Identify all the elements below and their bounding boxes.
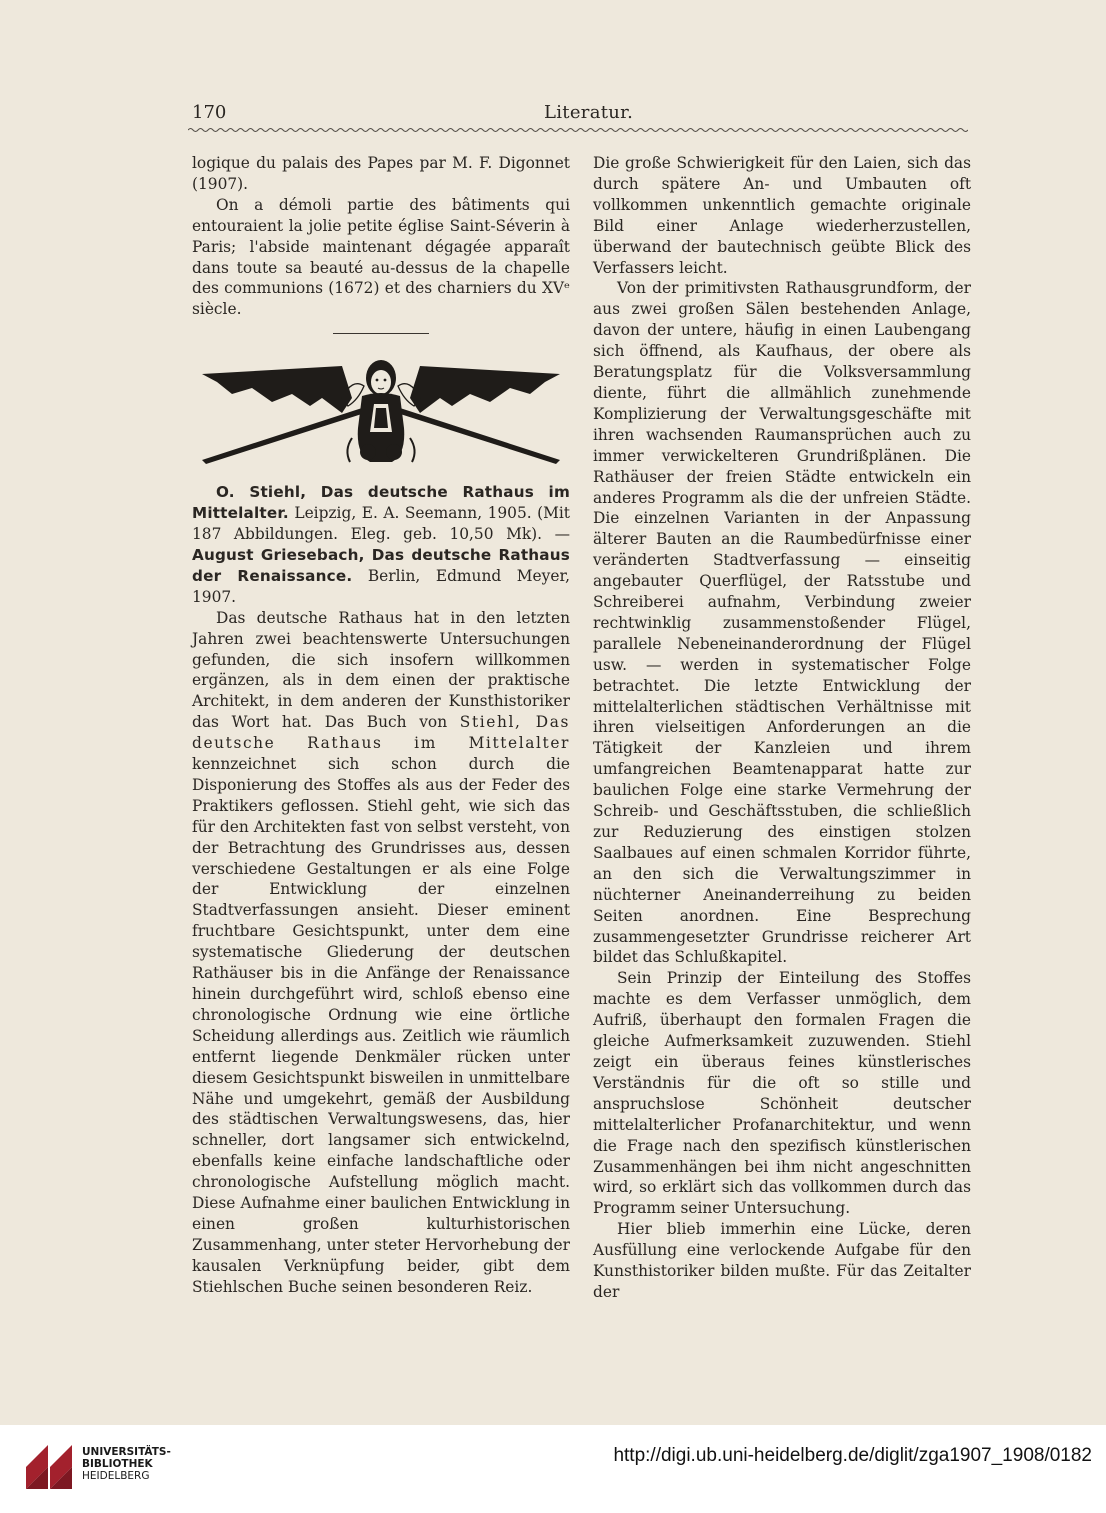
paragraph: Sein Prinzip der Einteilung des Stoffes machte es dem Verfasser unmöglich, dem Aufriß, überhaupt den formalen Fragen die gleiche Aufmerksamkeit zuzuwenden. Stiehl zeigt ein überaus feines künstlerisches Verständnis für die oft so stille und anspruchslose Schönheit deutscher mittelalterlicher Profanarchitektur, und wenn die Frage nach den spezifisch künstlerischen Zusammenhängen bei ihm nicht angeschnitten wird, so erklärt sich das vollkommen durch das Programm seiner Untersuchung. [593, 969, 971, 1218]
page-header [192, 98, 972, 128]
paragraph: Die große Schwierigkeit für den Laien, sich das durch spätere An- und Umbauten oft vollkommen unkenntlich gemachte originale Bild einer Anlage wiederherzustellen, überwand der bautechnisch geübte Blick des Verfassers leicht. [593, 154, 971, 277]
running-head: Literatur. [544, 102, 634, 123]
wavy-rule-divider [188, 126, 968, 134]
review-title-2: August Griesebach, Das deutsche Rathaus der Renaissance. [192, 545, 570, 585]
paragraph: Hier blieb immerhin eine Lücke, deren Ausfüllung eine verlockende Aufgabe für den Kunsthistoriker bilden mußte. Für das Zeitalter der [593, 1220, 971, 1301]
review-title-1: O. Stiehl, Das deutsche Rathaus im Mittelalter. [192, 483, 570, 523]
page-number: 170 [192, 102, 227, 123]
source-url-link[interactable]: http://digi.ub.uni-heidelberg.de/diglit/zga1907_1908/0182 [613, 1445, 1092, 1466]
paragraph: logique du palais des Papes par M. F. Digonnet (1907). [192, 154, 570, 193]
review-ref-1: Leipzig, E. A. Seemann, 1905. (Mit 187 Abbildungen. Eleg. geb. 10,50 Mk). — [192, 504, 570, 544]
paragraph: On a démoli partie des bâtiments qui entouraient la jolie petite église Saint-Séverin à Paris; l'abside maintenant dégagée apparaît dans toute sa beauté au-dessus de la chapelle des communions (1672) et des charniers du XVᵉ siècle. [192, 195, 570, 319]
right-column [593, 153, 971, 1303]
library-name: UNIVERSITÄTS- BIBLIOTHEK HEIDELBERG [82, 1446, 171, 1482]
footer-bar [0, 1425, 1106, 1513]
spaced-book-title: Stiehl, Das deutsche Rathaus im Mittelalter [192, 713, 570, 753]
section-divider [333, 333, 429, 334]
left-column [192, 153, 570, 1298]
paragraph: Von der primitivsten Rathausgrundform, der aus zwei großen Sälen bestehenden Anlage, davon der untere, häufig in einen Laubengang sich öffnend, als Kaufhaus, der obere als Beratungsplatz für die Volksversammlung diente, führt die allmählich zunehmende Komplizierung der Verwaltungsgeschäfte mit ihren wachsenden Raumansprüchen auch zu immer verwickelteren Grundrißplänen. Die Rathäuser der freien Städte entwickeln ein anderes Programm als die der unfreien Städte. Die einzelnen Varianten in der Anpassung älterer Bauten an die Raumbedürfnisse einer veränderten Stadtverfassung — einseitig angebauter Querflügel, der Ratsstube und Schreiberei aufnahm, Verbindung zweier rechtwinklig zusammenstoßender Flügel, parallele Nebeneinanderordnung der Flügel usw. — werden in systematischer Folge betrachtet. Die letzte Entwicklung der mittelalterlichen städtischen Verhältnisse mit ihren vielseitigen Anforderungen an die Tätigkeit der Kanzleien und ihrem umfangreichen Beamtenapparat hatte zur baulichen Folge eine starke Vermehrung der Schreib- und Geschäftsstuben, die schließlich zur Reduzierung des einstigen stolzen Saalbaues auf einen schmalen Korridor führte, an den sich die Verwaltungszimmer in nüchterner Aneinanderreihung zu beiden Seiten anordnen. Eine Besprechung zusammengesetzter Grundrisse reicherer Art bildet das Schlußkapitel. [593, 279, 971, 967]
winged-figure-ornament-icon [192, 358, 570, 468]
paragraph: Das deutsche Rathaus hat in den letzten Jahren zwei beachtenswerte Untersuchungen gefunden, die sich insofern willkommen ergänzen, als in dem einen der praktische Architekt, in dem anderen der Kunsthistoriker das Wort hat. Das Buch von Stiehl, Das deutsche Rathaus im Mittelalter kennzeichnet sich schon durch die Disponierung des Stoffes als aus der Feder des Praktikers geflossen. Stiehl geht, wie sich das für den Architekten fast von selbst versteht, von der Betrachtung des Grundrisses aus, dessen verschiedene Gestaltungen er als eine Folge der Entwicklung der einzelnen Stadtverfassungen ansieht. Dieser eminent fruchtbare Gesichtspunkt, unter dem eine systematische Gliederung der deutschen Rathäuser bis in die Anfänge der Renaissance hinein durchgeführt wird, schloß ebenso eine chronologische Ordnung wie eine örtliche Scheidung allerdings aus. Zeitlich wie räumlich entfernt liegende Denkmäler rücken unter diesem Gesichtspunkt bisweilen in unmittelbare Nähe und umgekehrt, gemäß der Ausbildung des städtischen Verwaltungswesens, das, hier schneller, dort langsamer sich entwickelnd, ebenfalls keine einfache landschaftliche oder chronologische Aufstellung möglich macht. Diese Aufnahme einer baulichen Entwicklung in einen großen kulturhistorischen Zusammenhang, unter steter Hervorhebung der kausalen Verknüpfung beider, gibt dem Stiehlschen Buche seinen besonderen Reiz. [192, 608, 570, 1296]
library-logo-icon [24, 1441, 74, 1491]
review-heading [192, 482, 570, 607]
review-ref-2: Berlin, Edmund Meyer, 1907. [192, 566, 570, 606]
